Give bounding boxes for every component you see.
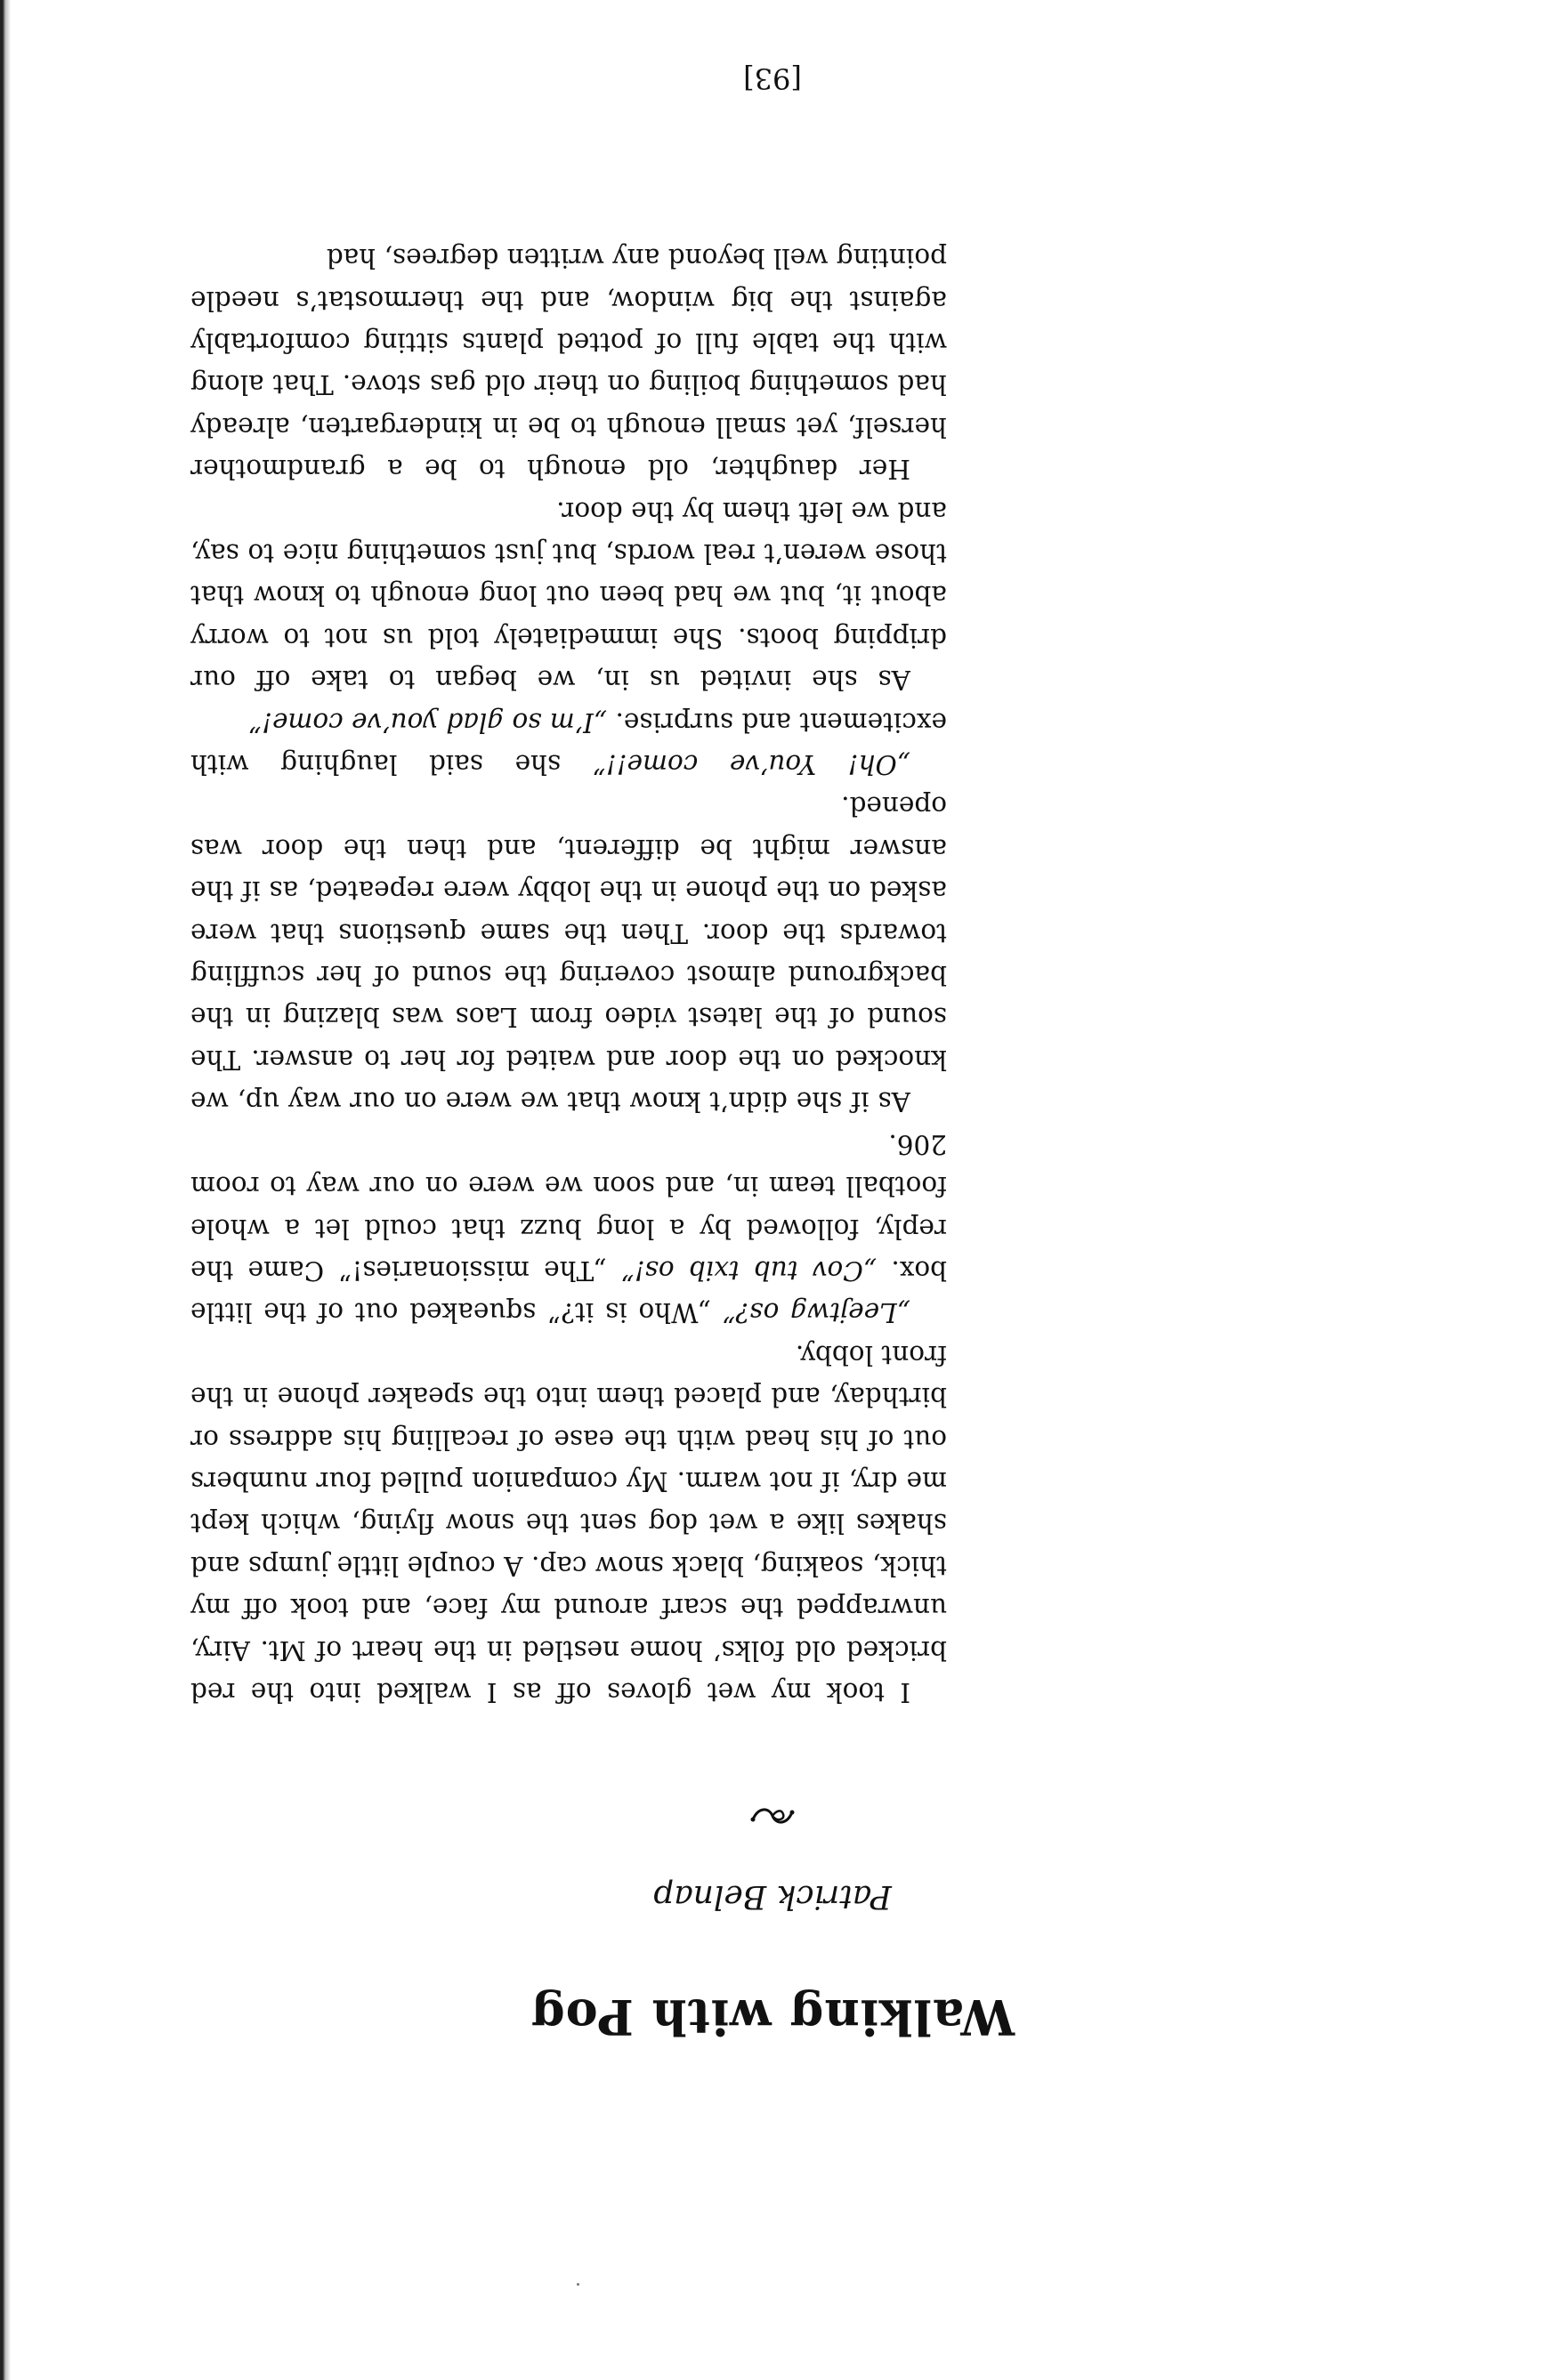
body-paragraph xyxy=(190,1122,947,1333)
body-paragraph xyxy=(190,237,947,489)
body-paragraph xyxy=(190,489,947,700)
body-paragraph xyxy=(190,700,947,785)
text-run: Her daughter, old enough to be a grandmother herself, yet small enough to be in kindergarten, already had something boiling on their old gas stove. That along with the table full of potted plants sitting comfortably against the big window, and the thermostat’s needle pointing well beyond any written degrees, had xyxy=(190,243,947,485)
italic-run: „Cov tub txib os!” xyxy=(620,1255,878,1286)
italic-run: „Oh! You’ve come!!” xyxy=(592,749,910,780)
text-run: As she invited us in, we began to take off our dripping boots. She immediately told us not to worry about it, but we had been out long enough to know that those weren’t real words, but just something nice to say, and we left them by the door. xyxy=(190,496,947,696)
text-run: I took my wet gloves off as I walked into the red bricked old folks’ home nestled in the heart of Mt. Airy, unwrapped the scarf around my face, and took off my thick, soaking, black snow cap. A couple little jumps and shakes like a wet dog sent the snow flying, which kept me dry, if not warm. My companion pulled four numbers out of his head with the ease of recalling his address or birthday, and placed them into the speaker phone in the front lobby. xyxy=(190,1339,947,1707)
body-paragraph xyxy=(190,1333,947,1713)
page-number: [93] xyxy=(743,61,802,95)
text-run: „Who is it?” squeaked out of the little box. xyxy=(190,1255,947,1328)
scan-speck xyxy=(577,2283,579,2286)
page-title: Walking with Pog xyxy=(530,1989,1015,2045)
author-byline: Patrick Belnap xyxy=(653,1878,892,1915)
story-body xyxy=(190,237,947,1713)
body-paragraph xyxy=(190,785,947,1122)
text-run: „The missionaries!” Came the reply, followed by a long buzz that could let a whole football team in, and soon we were on our way to room 206. xyxy=(190,1128,947,1286)
italic-run: „I’m so glad you’ve come!” xyxy=(248,706,608,738)
text-run: she said laughing with excitement and surprise. xyxy=(190,706,947,780)
fleuron-swash-icon xyxy=(746,1803,799,1830)
italic-run: „Leejtwg os?” xyxy=(722,1297,910,1328)
text-run: As if she didn’t know that we were on our way up, we knocked on the door and waited for her to answer. The sound of the latest video from Laos was blazing in the background almost covering the sound of her scuffling towards the door. Then the same questions that were asked on the phone in the lobby were repeated, as if the answer might be different, and then the door was opened. xyxy=(190,791,947,1117)
